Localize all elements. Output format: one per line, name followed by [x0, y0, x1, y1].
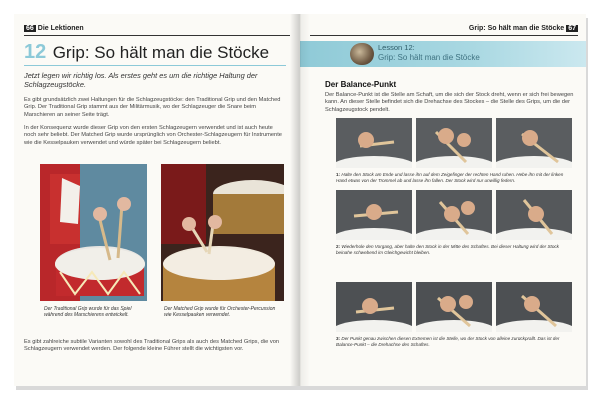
right-header-rule — [310, 35, 578, 36]
grip-photo — [496, 118, 572, 168]
lesson-subtitle: Grip: So hält man die Stöcke — [378, 53, 480, 62]
grip-photo — [496, 190, 572, 240]
left-running-head-text: Die Lektionen — [37, 25, 84, 32]
grip-photo — [416, 282, 492, 332]
open-book — [14, 14, 586, 386]
hand-stick-illustration — [416, 118, 492, 168]
step-1-text: Halte den Stock am Ende und lasse ihn auf dem Zeigefinger der rechten Hand ruhen. Hebe ihn mit der linken Hand etwas von der Trommel ab und lasse ihn fallen. Der Stock wird nur unwillig federn. — [336, 172, 564, 183]
right-running-head-text: Grip: So hält man die Stöcke — [468, 25, 565, 32]
hand-stick-illustration — [416, 282, 492, 332]
hand-stick-illustration — [496, 190, 572, 240]
lesson-number: 12 — [24, 41, 47, 63]
step-2-text: Wiederhole den Vorgang, aber halte den Stock in der Mitte des Schaftes. Bei dieser Haltung wird der Stock beinahe schwebend im Gleichgewicht bleiben. — [336, 244, 559, 255]
right-running-head — [308, 24, 578, 33]
drumstick-hand-icon — [350, 43, 374, 65]
step-2-number: 2: — [336, 244, 341, 249]
left-running-head — [24, 24, 294, 33]
hand-stick-illustration — [496, 118, 572, 168]
hand-stick-illustration — [416, 190, 492, 240]
grip-photo — [416, 118, 492, 168]
marching-drummer-illustration — [40, 164, 147, 301]
grip-photo — [336, 118, 412, 168]
grip-photo — [496, 282, 572, 332]
step-3-caption — [336, 336, 574, 348]
step-3-number: 3: — [336, 336, 341, 341]
title-underline — [24, 65, 286, 66]
step-2-caption — [336, 244, 574, 256]
hand-stick-illustration — [336, 190, 412, 240]
left-page-number: 66 — [26, 25, 34, 32]
section-text: Der Balance-Punkt ist die Stelle am Schaft, um die sich der Stock dreht, wenn er sich frei bewegen kann. An dieser Stelle befindet sich die Drehachse des Stockes – die Stelle des Grips, um die der Schlagzeugstock pendelt. — [325, 92, 574, 113]
caption-matched-grip: Der Matched Grip wurde für Orchester-Percussion wie Kesselpauken verwendet. — [164, 306, 276, 319]
grip-photo — [416, 190, 492, 240]
hand-stick-illustration — [336, 118, 412, 168]
paragraph-2: In der Konsequenz wurde dieser Grip von den ersten Schlagzeugern verwendet und ist auch heute noch sehr beliebt. Der Matched Grip wurde ursprünglich von Orchester-Schlagzeugern für Instrumente wie die Kesselpauken verwendet und würde später bei Schlagzeugern beliebt. — [24, 125, 282, 146]
paragraph-3: Es gibt zahlreiche subtile Varianten sowohl des Traditional Grips als auch des Matched Grips, die von Schlagzeugern verwendet werden. Der folgende kleine Führer stellt die wichtigsten vor. — [24, 339, 280, 353]
timpani-illustration — [161, 164, 284, 301]
lesson-title: Grip: So hält man die Stöcke — [52, 42, 270, 62]
grip-photo — [336, 190, 412, 240]
left-page — [14, 14, 300, 386]
lesson-heading — [24, 41, 289, 63]
right-page — [300, 14, 586, 386]
caption-traditional-grip: Der Traditional Grip wurde für das Spiel während des Marschierens entwickelt. — [44, 306, 132, 319]
hand-stick-illustration — [336, 282, 412, 332]
hand-stick-illustration — [496, 282, 572, 332]
photo-traditional-grip — [40, 164, 147, 301]
step-3-text: Der Punkt genau zwischen diesen Extremen ist die Stelle, wo der Stock von alleine zurückprallt. Das ist der Balance-Punkt – die Drehachse des Schaftes. — [336, 336, 560, 347]
grip-photo — [336, 282, 412, 332]
lesson-label: Lesson 12: — [378, 43, 415, 52]
right-page-number: 67 — [568, 25, 576, 32]
section-title: Der Balance-Punkt — [325, 80, 397, 89]
intro-text: Jetzt legen wir richtig los. Als erstes geht es um die richtige Haltung der Schlagzeugstöcke. — [24, 71, 258, 89]
left-header-rule — [24, 35, 290, 36]
lesson-banner — [300, 41, 586, 67]
paragraph-1: Es gibt grundsätzlich zwei Haltungen für die Schlagzeugstöcke: den Traditional Grip und den Matched Grip. Der Traditional Grip stammt aus der Militärmusik, wo der Schlagzeuger die Snare beim Marschieren an seiner Seite trägt. — [24, 97, 281, 118]
step-1-caption — [336, 172, 574, 184]
photo-matched-grip — [161, 164, 284, 301]
step-1-number: 1: — [336, 172, 341, 177]
